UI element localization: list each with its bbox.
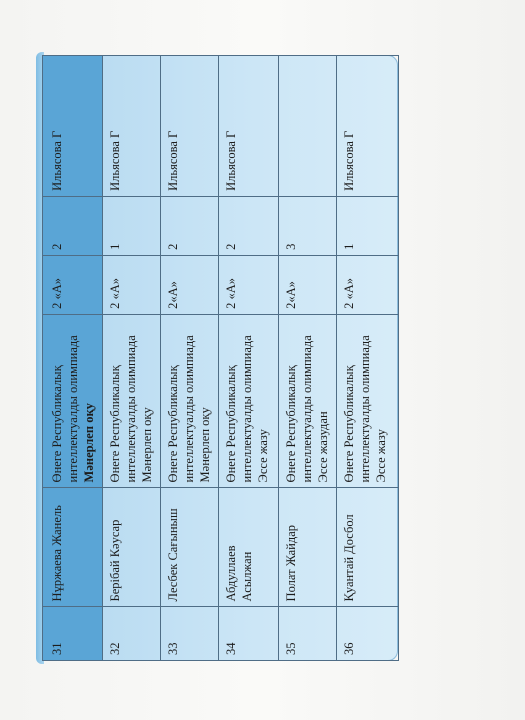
competition-cell bbox=[103, 314, 161, 488]
subject-line: Эссе жазу bbox=[256, 429, 270, 483]
place-cell: 2 bbox=[43, 196, 103, 255]
row-number-cell: 36 bbox=[337, 607, 399, 661]
teacher-cell: Ильясова Г bbox=[219, 56, 279, 197]
competition-line: Өнеге Республикалық bbox=[284, 365, 298, 483]
class-cell: 2«А» bbox=[161, 255, 219, 314]
competition-line: интеллектуалды олимпиада bbox=[240, 335, 254, 483]
competition-line: интеллектуалды олимпиада bbox=[358, 335, 372, 483]
table-row bbox=[161, 56, 219, 661]
competition-line: Өнеге Республикалық bbox=[342, 365, 356, 483]
subject-line: Мәнерлеп оқу bbox=[82, 403, 96, 483]
teacher-cell: Ильясова Г bbox=[43, 56, 103, 197]
teacher-cell: Ильясова Г bbox=[337, 56, 399, 197]
competition-cell bbox=[43, 314, 103, 488]
table-row bbox=[219, 56, 279, 661]
class-cell: 2 «А» bbox=[103, 255, 161, 314]
table-row bbox=[43, 56, 103, 661]
table-row bbox=[279, 56, 337, 661]
class-cell: 2 «А» bbox=[219, 255, 279, 314]
student-name-cell: Нұржаева Жанель bbox=[43, 488, 103, 607]
class-cell: 2 «А» bbox=[337, 255, 399, 314]
student-name-cell: Полат Жайдар bbox=[279, 488, 337, 607]
place-cell: 1 bbox=[103, 196, 161, 255]
subject-line: Эссе жазу bbox=[374, 429, 388, 483]
student-name-cell: Берібай Кәусар bbox=[103, 488, 161, 607]
competition-line: Өнеге Республикалық bbox=[108, 365, 122, 483]
subject-line: Эссе жазудан bbox=[316, 411, 330, 483]
row-number-cell: 32 bbox=[103, 607, 161, 661]
competition-line: Өнеге Республикалық bbox=[50, 365, 64, 483]
competition-cell bbox=[219, 314, 279, 488]
place-cell: 2 bbox=[219, 196, 279, 255]
competition-line: интеллектуалды олимпиада bbox=[66, 335, 80, 483]
table-row bbox=[337, 56, 399, 661]
competition-line: интеллектуалды олимпиада bbox=[124, 335, 138, 483]
competition-line: Өнеге Республикалық bbox=[166, 365, 180, 483]
place-cell: 1 bbox=[337, 196, 399, 255]
rotated-table-frame bbox=[42, 55, 398, 661]
competition-cell bbox=[279, 314, 337, 488]
teacher-cell: Ильясова Г bbox=[103, 56, 161, 197]
results-table bbox=[42, 55, 399, 661]
competition-line: Өнеге Республикалық bbox=[224, 365, 238, 483]
row-number-cell: 31 bbox=[43, 607, 103, 661]
row-number-cell: 34 bbox=[219, 607, 279, 661]
teacher-cell: Ильясова Г bbox=[161, 56, 219, 197]
student-name-cell: Абдуллаев Асылжан bbox=[219, 488, 279, 607]
place-cell: 2 bbox=[161, 196, 219, 255]
class-cell: 2«А» bbox=[279, 255, 337, 314]
row-number-cell: 33 bbox=[161, 607, 219, 661]
competition-line: интеллектуалды олимпиада bbox=[300, 335, 314, 483]
class-cell: 2 «А» bbox=[43, 255, 103, 314]
competition-line: интеллектуалды олимпиада bbox=[182, 335, 196, 483]
competition-cell bbox=[337, 314, 399, 488]
teacher-cell bbox=[279, 56, 337, 197]
place-cell: 3 bbox=[279, 196, 337, 255]
subject-line: Мәнерлеп оқу bbox=[140, 407, 154, 483]
row-number-cell: 35 bbox=[279, 607, 337, 661]
subject-line: Мәнерлеп оқу bbox=[198, 407, 212, 483]
results-table-body bbox=[43, 56, 399, 661]
table-row bbox=[103, 56, 161, 661]
student-name-cell: Лесбек Сағыныш bbox=[161, 488, 219, 607]
student-name-cell: Қуантай Досбол bbox=[337, 488, 399, 607]
competition-cell bbox=[161, 314, 219, 488]
